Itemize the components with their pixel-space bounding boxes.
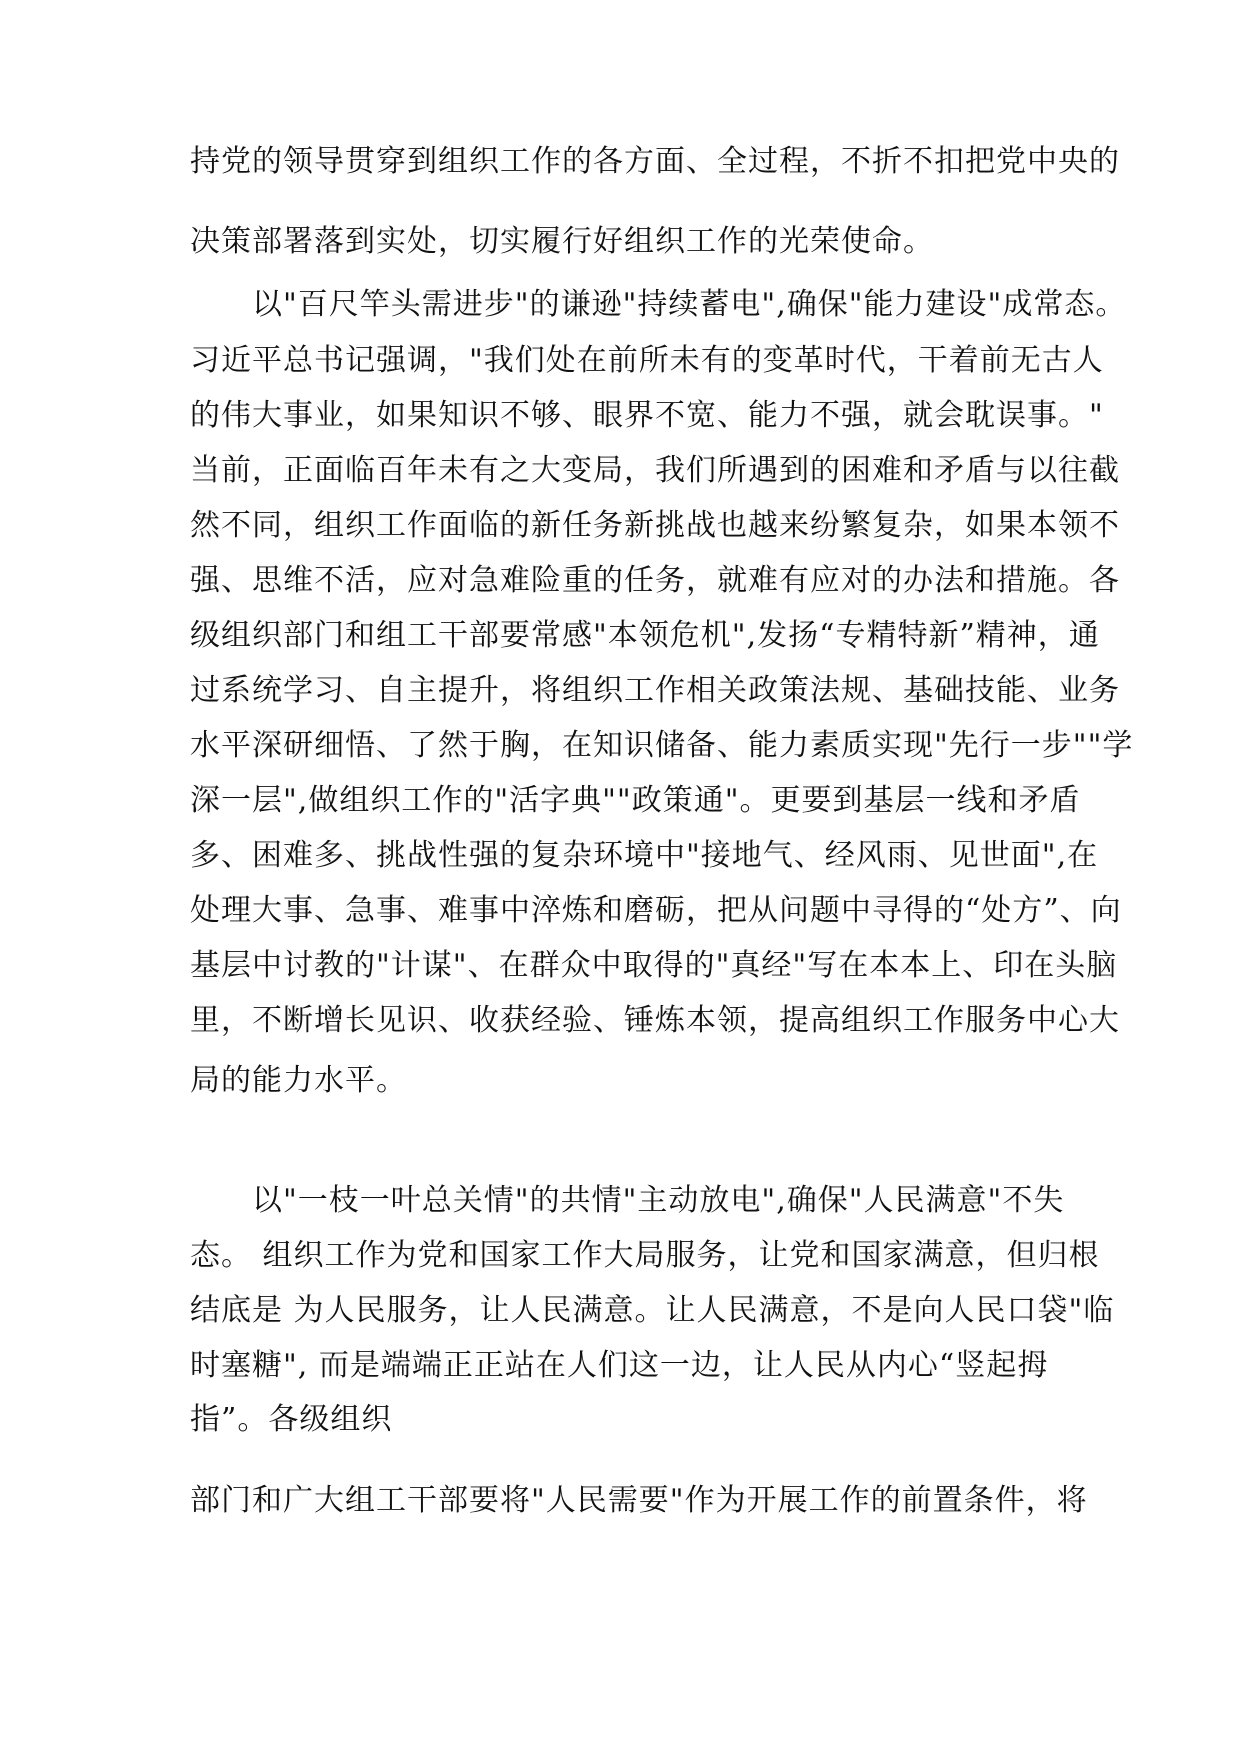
text-line: 结底是 为人民服务，让人民满意。让人民满意，不是向人民口袋"临 xyxy=(190,1293,1115,1328)
text-line: 过系统学习、自主提升，将组织工作相关政策法规、基础技能、业务 xyxy=(190,673,1120,708)
text-line: 习近平总书记强调，"我们处在前所未有的变革时代，干着前无古人 xyxy=(190,343,1104,378)
text-line: 里，不断增长见识、收获经验、锤炼本领，提高组织工作服务中心大 xyxy=(190,1003,1120,1038)
text-line: 持党的领导贯穿到组织工作的各方面、全过程，不折不扣把党中央的 xyxy=(190,144,1120,179)
text-line: 水平深研细悟、了然于胸，在知识储备、能力素质实现"先行一步""学 xyxy=(190,728,1134,763)
text-line: 的伟大事业，如果知识不够、眼界不宽、能力不强，就会耽误事。" xyxy=(190,398,1104,433)
text-line: 处理大事、急事、难事中淬炼和磨砺，把从问题中寻得的“处方”、向 xyxy=(190,893,1122,928)
text-line: 部门和广大组工干部要将"人民需要"作为开展工作的前置条件，将 xyxy=(190,1483,1088,1518)
text-line: 级组织部门和组工干部要常感"本领危机",发扬“专精特新”精神，通 xyxy=(190,618,1100,653)
text-line: 多、困难多、挑战性强的复杂环境中"接地气、经风雨、见世面",在 xyxy=(190,838,1099,873)
text-line: 时塞糖", 而是端端正正站在人们这一边，让人民从内心“竖起拇 xyxy=(190,1348,1049,1383)
text-line: 基层中讨教的"计谋"、在群众中取得的"真经"写在本本上、印在头脑 xyxy=(190,948,1118,983)
text-line: 态。 组织工作为党和国家工作大局服务，让党和国家满意，但归根 xyxy=(190,1238,1100,1273)
text-line: 强、思维不活，应对急难险重的任务，就难有应对的办法和措施。各 xyxy=(190,563,1120,598)
text-line: 然不同，组织工作面临的新任务新挑战也越来纷繁复杂，如果本领不 xyxy=(190,508,1120,543)
text-line: 深一层",做组织工作的"活字典""政策通"。更要到基层一线和矛盾 xyxy=(190,783,1081,818)
text-line: 当前，正面临百年未有之大变局，我们所遇到的困难和矛盾与以往截 xyxy=(190,453,1120,488)
paragraph-start: 以"一枝一叶总关情"的共情"主动放电",确保"人民满意"不失 xyxy=(252,1183,1065,1218)
text-line: 决策部署落到实处，切实履行好组织工作的光荣使命。 xyxy=(190,224,934,259)
text-line: 指”。各级组织 xyxy=(190,1402,393,1437)
paragraph-start: 以"百尺竿头需进步"的谦逊"持续蓄电",确保"能力建设"成常态。 xyxy=(252,287,1127,322)
text-line: 局的能力水平。 xyxy=(190,1063,407,1098)
